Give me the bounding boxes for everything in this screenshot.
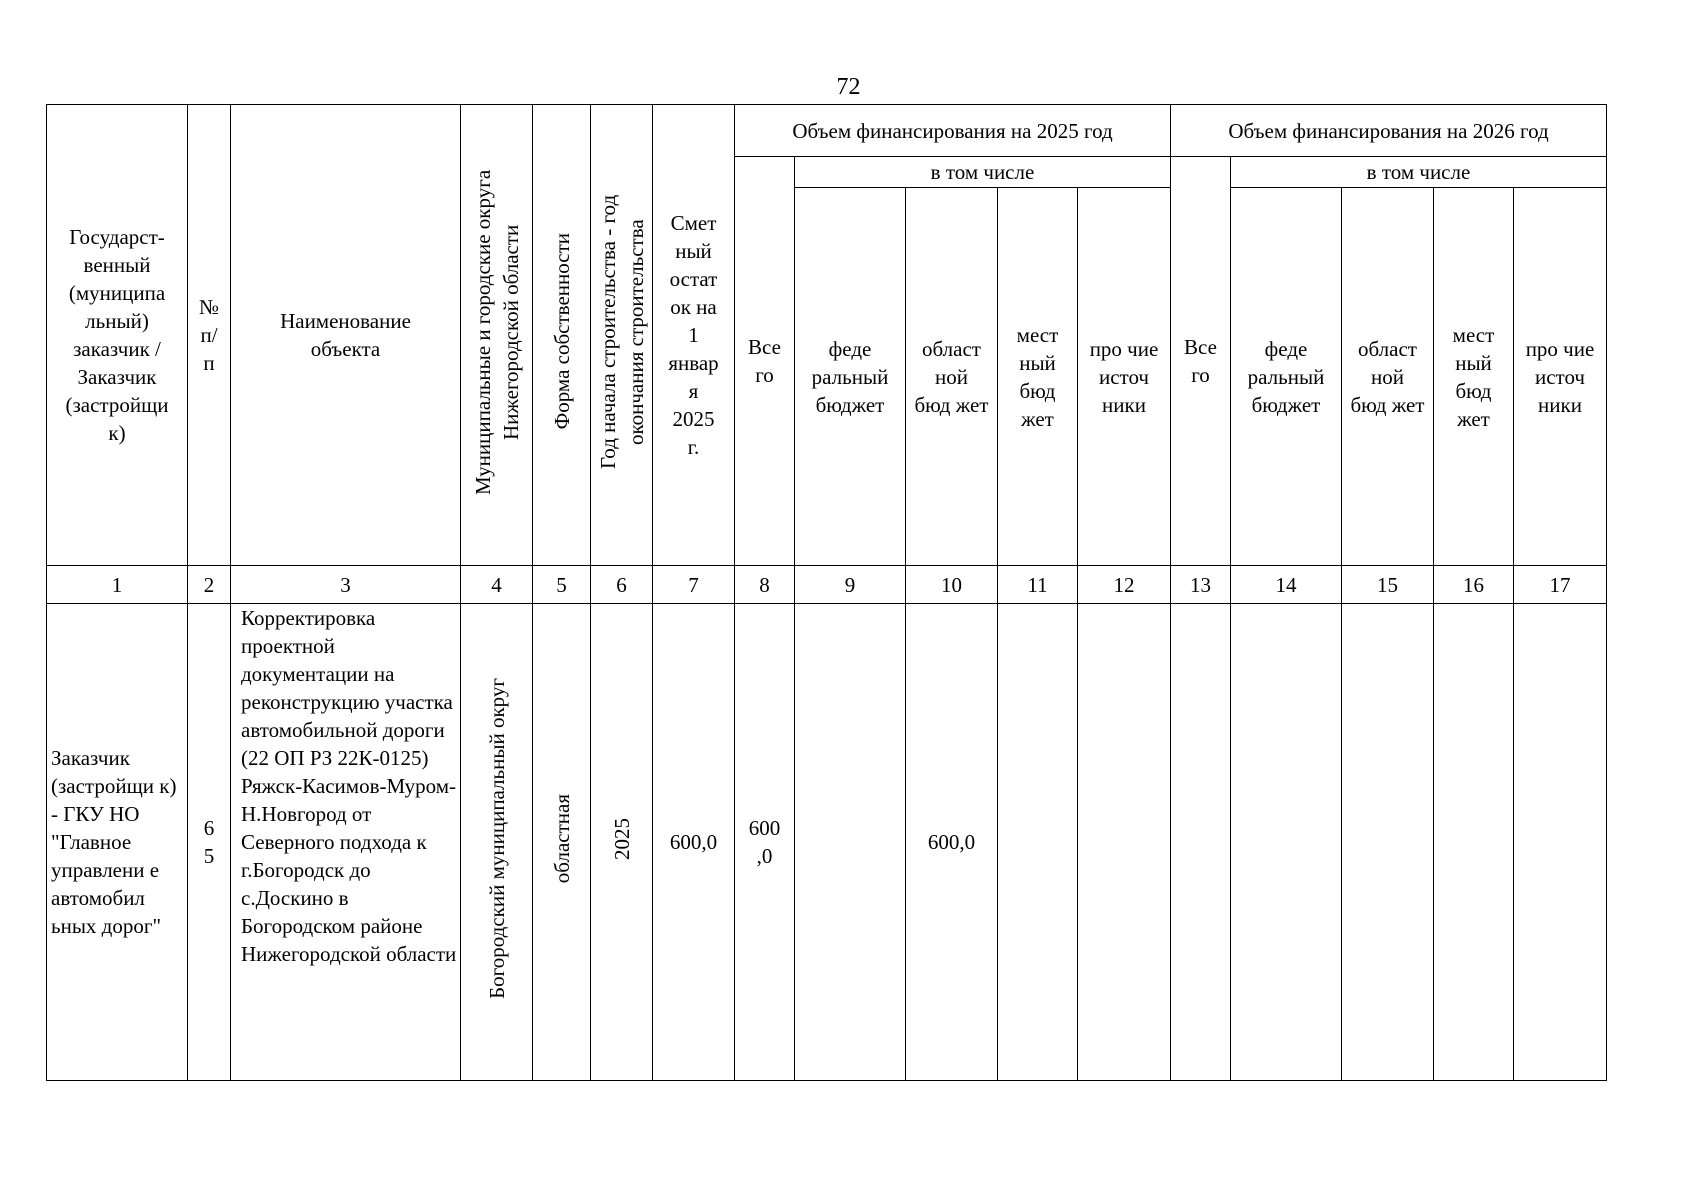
column-number: 2	[188, 566, 231, 604]
column-number: 3	[231, 566, 461, 604]
header-funding-2025: Объем финансирования на 2025 год	[735, 105, 1171, 157]
header-object-name: Наименование объекта	[231, 105, 461, 566]
column-number: 10	[906, 566, 998, 604]
header-estimate-balance: Смет ный остат ок на 1 январ я 2025 г.	[653, 105, 735, 566]
cell-estimate-balance: 600,0	[653, 604, 735, 1081]
header-federal-2026: феде ральный бюджет	[1231, 188, 1342, 566]
cell-construction-years: 2025	[591, 604, 653, 1081]
page-number: 72	[836, 74, 861, 100]
column-number: 11	[998, 566, 1078, 604]
column-number: 6	[591, 566, 653, 604]
column-number: 9	[795, 566, 906, 604]
column-number: 15	[1342, 566, 1434, 604]
column-number: 17	[1514, 566, 1607, 604]
column-number: 8	[735, 566, 795, 604]
column-number: 14	[1231, 566, 1342, 604]
header-including-2026: в том числе	[1231, 157, 1607, 188]
cell-customer: Заказчик (застройщи к) - ГКУ НО "Главное управлени е автомобил ьных дорог"	[47, 604, 188, 1081]
cell-federal-2026	[1231, 604, 1342, 1081]
header-customer: Государст-венный (муниципа льный) заказчик / Заказчик (застройщи к)	[47, 105, 188, 566]
header-total-2026: Все го	[1171, 157, 1231, 566]
header-funding-2026: Объем финансирования на 2026 год	[1171, 105, 1607, 157]
investment-program-table	[46, 104, 1607, 1081]
cell-object-name: Корректировка проектной документации на реконструкцию участка автомобильной дороги (22 ОП РЗ 22К-0125) Ряжск-Касимов-Муром-Н.Новгород от Северного подхода к г.Богородск до с.Доскино в Богородском районе Нижегородской области	[231, 604, 461, 1081]
column-number: 12	[1078, 566, 1171, 604]
header-regional-2025: област ной бюд жет	[906, 188, 998, 566]
cell-row-number: 6 5	[188, 604, 231, 1081]
header-ownership: Форма собственности	[533, 105, 591, 566]
header-federal-2025: феде ральный бюджет	[795, 188, 906, 566]
cell-ownership: областная	[533, 604, 591, 1081]
column-number: 4	[461, 566, 533, 604]
cell-other-2025	[1078, 604, 1171, 1081]
cell-municipality: Богородский муниципальный округ	[461, 604, 533, 1081]
header-other-2026: про чие источ ники	[1514, 188, 1607, 566]
column-number-row	[47, 566, 1607, 604]
header-row-number: № п/ п	[188, 105, 231, 566]
header-total-2025: Все го	[735, 157, 795, 566]
header-regional-2026: област ной бюд жет	[1342, 188, 1434, 566]
header-municipality: Муниципальные и городские округа Нижегородской области	[461, 105, 533, 566]
cell-regional-2025: 600,0	[906, 604, 998, 1081]
column-number: 5	[533, 566, 591, 604]
cell-local-2026	[1434, 604, 1514, 1081]
table-row	[47, 604, 1607, 1081]
column-number: 1	[47, 566, 188, 604]
column-number: 13	[1171, 566, 1231, 604]
cell-federal-2025	[795, 604, 906, 1081]
header-local-2025: мест ный бюд жет	[998, 188, 1078, 566]
column-number: 16	[1434, 566, 1514, 604]
header-other-2025: про чие источ ники	[1078, 188, 1171, 566]
cell-total-2026	[1171, 604, 1231, 1081]
header-local-2026: мест ный бюд жет	[1434, 188, 1514, 566]
cell-other-2026	[1514, 604, 1607, 1081]
header-construction-years: Год начала строительства - год окончания строительства	[591, 105, 653, 566]
cell-regional-2026	[1342, 604, 1434, 1081]
header-including-2025: в том числе	[795, 157, 1171, 188]
cell-local-2025	[998, 604, 1078, 1081]
column-number: 7	[653, 566, 735, 604]
cell-total-2025: 600 ,0	[735, 604, 795, 1081]
